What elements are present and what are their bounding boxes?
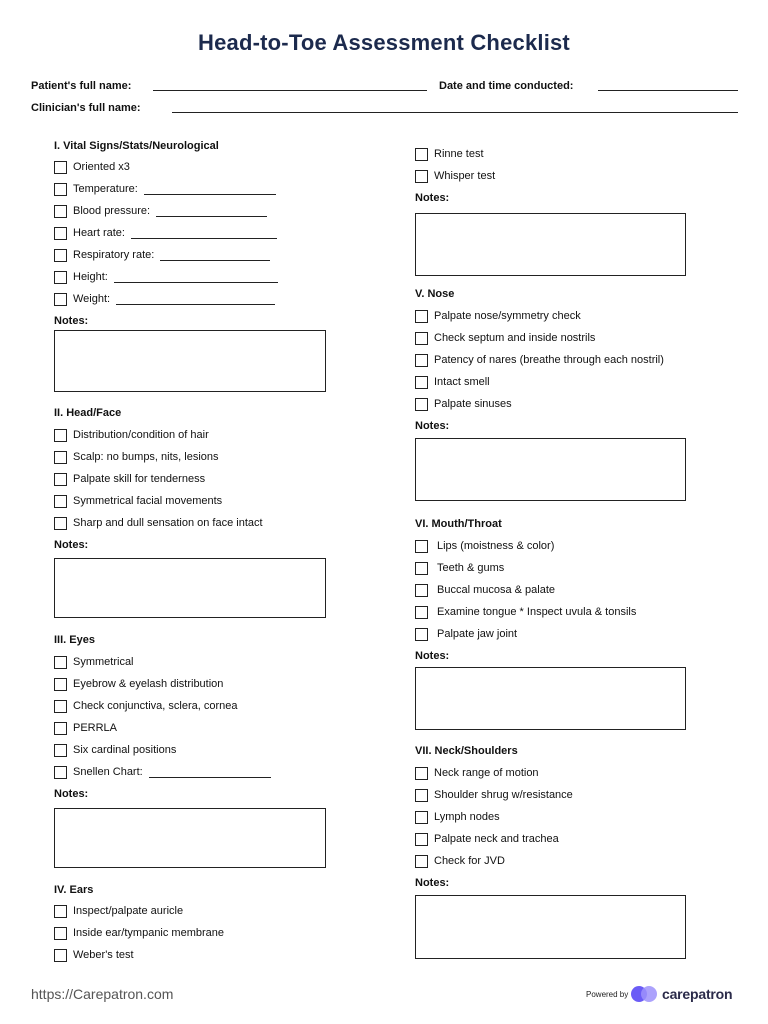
checklist-item[interactable] xyxy=(415,538,554,554)
notes-label: Notes: xyxy=(415,192,450,204)
section-title-vitals: I. Vital Signs/Stats/Neurological xyxy=(54,140,219,152)
checkbox[interactable] xyxy=(54,473,67,486)
checklist-item[interactable] xyxy=(54,676,223,692)
checkbox[interactable] xyxy=(54,495,67,508)
powered-by-label: Powered by xyxy=(586,990,629,999)
item-label: Rinne test xyxy=(434,148,484,160)
checklist-item[interactable] xyxy=(54,925,224,941)
date-time-field[interactable] xyxy=(598,90,738,91)
checklist-item[interactable] xyxy=(415,168,495,184)
clinician-name-label: Clinician's full name: xyxy=(31,102,141,114)
checklist-item[interactable] xyxy=(54,742,176,758)
checkbox[interactable] xyxy=(54,183,67,196)
checklist-item[interactable] xyxy=(54,427,209,443)
checkbox[interactable] xyxy=(415,540,428,553)
checkbox[interactable] xyxy=(54,678,67,691)
checkbox[interactable] xyxy=(54,161,67,174)
checklist-item[interactable] xyxy=(415,560,504,576)
notes-label: Notes: xyxy=(54,788,89,800)
checklist-item[interactable] xyxy=(54,291,275,307)
blood-pressure-input-line[interactable] xyxy=(156,206,267,217)
section-title-head: II. Head/Face xyxy=(54,407,122,419)
checkbox[interactable] xyxy=(415,562,428,575)
checkbox[interactable] xyxy=(415,811,428,824)
checklist-item[interactable] xyxy=(54,720,117,736)
date-time-label: Date and time conducted: xyxy=(439,80,574,92)
item-label: Palpate skill for tenderness xyxy=(73,473,206,485)
item-label: Six cardinal positions xyxy=(73,744,177,756)
section-title-nose: V. Nose xyxy=(415,288,455,300)
item-label: Intact smell xyxy=(434,376,490,388)
item-label: Neck range of motion xyxy=(434,767,539,779)
heart-rate-input-line[interactable] xyxy=(131,228,277,239)
checkbox[interactable] xyxy=(54,700,67,713)
checklist-item[interactable] xyxy=(54,247,270,263)
notes-box-head[interactable] xyxy=(54,558,326,618)
checklist-item[interactable] xyxy=(415,582,555,598)
notes-label: Notes: xyxy=(54,315,89,327)
item-label: Check for JVD xyxy=(434,855,505,867)
notes-label: Notes: xyxy=(415,650,450,662)
checkbox[interactable] xyxy=(54,656,67,669)
notes-box-ears[interactable] xyxy=(415,213,686,276)
item-label: Examine tongue * Inspect uvula & tonsils xyxy=(437,606,637,618)
checklist-item[interactable] xyxy=(415,308,581,324)
item-label: Scalp: no bumps, nits, lesions xyxy=(73,451,219,463)
checkbox[interactable] xyxy=(415,310,428,323)
item-label: Teeth & gums xyxy=(437,562,505,574)
patient-name-label: Patient's full name: xyxy=(31,80,132,92)
height-input-line[interactable] xyxy=(114,272,278,283)
page-title: Head-to-Toe Assessment Checklist xyxy=(198,30,570,55)
notes-label: Notes: xyxy=(415,420,450,432)
patient-name-field[interactable] xyxy=(153,90,427,91)
checkbox[interactable] xyxy=(54,227,67,240)
item-label: Temperature: xyxy=(73,183,138,195)
item-label: Distribution/condition of hair xyxy=(73,429,209,441)
checklist-item[interactable] xyxy=(54,947,134,963)
checkbox[interactable] xyxy=(415,148,428,161)
checklist-item[interactable] xyxy=(54,493,222,509)
checkbox[interactable] xyxy=(54,249,67,262)
snellen-input-line[interactable] xyxy=(149,767,271,778)
notes-box-vitals[interactable] xyxy=(54,330,326,392)
checklist-item[interactable] xyxy=(415,853,505,869)
item-label: Eyebrow & eyelash distribution xyxy=(73,678,224,690)
notes-label: Notes: xyxy=(54,539,89,551)
checklist-item[interactable] xyxy=(415,352,664,368)
checkbox[interactable] xyxy=(54,949,67,962)
item-label: Weight: xyxy=(73,293,111,305)
checkbox[interactable] xyxy=(54,722,67,735)
checklist-item[interactable] xyxy=(54,515,263,531)
checklist-item[interactable] xyxy=(415,396,512,412)
item-label: Respiratory rate: xyxy=(73,249,155,261)
temperature-input-line[interactable] xyxy=(144,184,276,195)
checkbox[interactable] xyxy=(415,833,428,846)
checkbox[interactable] xyxy=(415,332,428,345)
carepatron-logo-icon xyxy=(630,984,660,1004)
checkbox[interactable] xyxy=(54,905,67,918)
checklist-item[interactable] xyxy=(415,787,573,803)
item-label: Shoulder shrug w/resistance xyxy=(434,789,573,801)
checklist-item[interactable] xyxy=(54,449,219,465)
checklist-item[interactable] xyxy=(54,654,134,670)
item-label: Check septum and inside nostrils xyxy=(434,332,596,344)
item-label: Snellen Chart: xyxy=(73,766,143,778)
checklist-item[interactable] xyxy=(54,269,278,285)
checklist-item[interactable] xyxy=(54,203,267,219)
notes-label: Notes: xyxy=(415,877,450,889)
section-title-eyes: III. Eyes xyxy=(54,634,95,646)
checkbox[interactable] xyxy=(54,429,67,442)
checklist-item[interactable] xyxy=(54,698,237,714)
item-label: Height: xyxy=(73,271,108,283)
checkbox[interactable] xyxy=(415,354,428,367)
checklist-item[interactable] xyxy=(54,225,277,241)
item-label: Patency of nares (breathe through each nostril) xyxy=(434,354,664,366)
checkbox[interactable] xyxy=(54,451,67,464)
checklist-item[interactable] xyxy=(415,604,636,620)
checklist-item[interactable] xyxy=(415,330,595,346)
item-label: Check conjunctiva, sclera, cornea xyxy=(73,700,238,712)
checklist-item[interactable] xyxy=(54,159,130,175)
item-label: Inspect/palpate auricle xyxy=(73,905,184,917)
item-label: Symmetrical xyxy=(73,656,134,668)
clinician-name-field[interactable] xyxy=(172,112,738,113)
item-label: Inside ear/tympanic membrane xyxy=(73,927,225,939)
checkbox[interactable] xyxy=(415,584,428,597)
checkbox[interactable] xyxy=(54,927,67,940)
checklist-item[interactable] xyxy=(415,626,517,642)
item-label: Heart rate: xyxy=(73,227,125,239)
item-label: Oriented x3 xyxy=(73,161,130,173)
respiratory-rate-input-line[interactable] xyxy=(160,250,270,261)
checklist-item[interactable] xyxy=(54,764,271,780)
checklist-item[interactable] xyxy=(54,181,276,197)
item-label: Sharp and dull sensation on face intact xyxy=(73,517,263,529)
checklist-item[interactable] xyxy=(415,146,484,162)
section-title-neck: VII. Neck/Shoulders xyxy=(415,745,518,757)
item-label: Buccal mucosa & palate xyxy=(437,584,556,596)
notes-box-nose[interactable] xyxy=(415,438,686,501)
checkbox[interactable] xyxy=(415,767,428,780)
checkbox[interactable] xyxy=(54,293,67,306)
notes-box-eyes[interactable] xyxy=(54,808,326,868)
item-label: Whisper test xyxy=(434,170,496,182)
item-label: Palpate jaw joint xyxy=(437,628,518,640)
item-label: Symmetrical facial movements xyxy=(73,495,223,507)
notes-box-neck[interactable] xyxy=(415,895,686,959)
checklist-item[interactable] xyxy=(415,831,559,847)
carepatron-website-link[interactable]: https://Carepatron.com xyxy=(31,986,174,1002)
checkbox[interactable] xyxy=(54,205,67,218)
checklist-item[interactable] xyxy=(415,374,490,390)
checkbox[interactable] xyxy=(54,766,67,779)
checklist-item[interactable] xyxy=(54,903,183,919)
section-title-mouth: VI. Mouth/Throat xyxy=(415,518,502,530)
checkbox[interactable] xyxy=(415,789,428,802)
checkbox[interactable] xyxy=(54,517,67,530)
checkbox[interactable] xyxy=(415,376,428,389)
item-label: PERRLA xyxy=(73,722,118,734)
checkbox[interactable] xyxy=(54,271,67,284)
checkbox[interactable] xyxy=(54,744,67,757)
checkbox[interactable] xyxy=(415,170,428,183)
checkbox[interactable] xyxy=(415,606,428,619)
item-label: Palpate sinuses xyxy=(434,398,512,410)
checkbox[interactable] xyxy=(415,855,428,868)
item-label: Palpate nose/symmetry check xyxy=(434,310,581,322)
weight-input-line[interactable] xyxy=(116,294,275,305)
item-label: Weber's test xyxy=(73,949,134,961)
checklist-item[interactable] xyxy=(54,471,205,487)
section-title-ears: IV. Ears xyxy=(54,884,94,896)
carepatron-brand[interactable]: carepatron xyxy=(662,986,733,1002)
checklist-item[interactable] xyxy=(415,765,539,781)
item-label: Palpate neck and trachea xyxy=(434,833,559,845)
item-label: Lips (moistness & color) xyxy=(437,540,555,552)
checkbox[interactable] xyxy=(415,398,428,411)
item-label: Blood pressure: xyxy=(73,205,151,217)
checkbox[interactable] xyxy=(415,628,428,641)
notes-box-mouth[interactable] xyxy=(415,667,686,730)
item-label: Lymph nodes xyxy=(434,811,500,823)
checklist-item[interactable] xyxy=(415,809,500,825)
